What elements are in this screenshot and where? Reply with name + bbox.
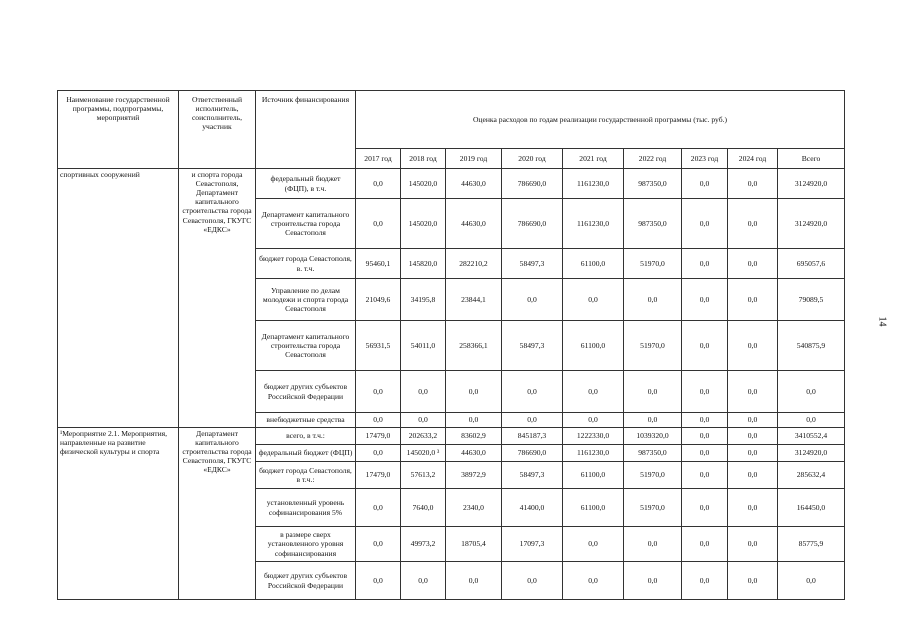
value-cell: 0,0 <box>682 249 728 279</box>
value-cell: 0,0 <box>502 371 563 413</box>
value-cell: 0,0 <box>682 169 728 199</box>
value-cell: 145020,0 <box>401 199 446 249</box>
total-cell: 3124920,0 <box>778 445 845 462</box>
total-cell: 0,0 <box>778 562 845 600</box>
value-cell: 54011,0 <box>401 321 446 371</box>
value-cell: 44630,0 <box>446 445 502 462</box>
value-cell: 0,0 <box>682 371 728 413</box>
value-cell: 0,0 <box>356 371 401 413</box>
value-cell: 21049,6 <box>356 279 401 321</box>
total-cell: 0,0 <box>778 413 845 428</box>
total-cell: 285632,4 <box>778 462 845 489</box>
value-cell: 51970,0 <box>624 462 682 489</box>
year-header: 2023 год <box>682 149 728 169</box>
page-number: 14 <box>876 316 888 327</box>
budget-table <box>57 90 845 600</box>
total-cell: 540875,9 <box>778 321 845 371</box>
year-header: 2020 год <box>502 149 563 169</box>
value-cell: 0,0 <box>682 562 728 600</box>
year-header: 2021 год <box>563 149 624 169</box>
source-cell: бюджет города Севастополя, в. т.ч. <box>256 249 356 279</box>
value-cell: 0,0 <box>401 413 446 428</box>
total-cell: 695057,6 <box>778 249 845 279</box>
value-cell: 0,0 <box>563 413 624 428</box>
value-cell: 0,0 <box>728 428 778 445</box>
value-cell: 17479,0 <box>356 428 401 445</box>
source-cell: установленный уровень софинансирования 5% <box>256 489 356 527</box>
value-cell: 0,0 <box>682 445 728 462</box>
value-cell: 58497,3 <box>502 321 563 371</box>
header-executor: Ответственный исполнитель, соисполнитель, участник <box>179 91 256 169</box>
value-cell: 0,0 <box>356 562 401 600</box>
value-cell: 0,0 <box>728 169 778 199</box>
value-cell: 23844,1 <box>446 279 502 321</box>
value-cell: 41400,0 <box>502 489 563 527</box>
year-header: 2017 год <box>356 149 401 169</box>
value-cell: 51970,0 <box>624 249 682 279</box>
source-cell: Департамент капитального строительства города Севастополя <box>256 321 356 371</box>
value-cell: 38972,9 <box>446 462 502 489</box>
value-cell: 0,0 <box>563 371 624 413</box>
table-row <box>58 169 845 199</box>
source-cell: внебюджетные средства <box>256 413 356 428</box>
value-cell: 17097,3 <box>502 527 563 562</box>
value-cell: 0,0 <box>502 279 563 321</box>
value-cell: 987350,0 <box>624 445 682 462</box>
year-header: 2018 год <box>401 149 446 169</box>
source-cell: федеральный бюджет (ФЦП), в т.ч. <box>256 169 356 199</box>
value-cell: 1161230,0 <box>563 445 624 462</box>
value-cell: 845187,3 <box>502 428 563 445</box>
source-cell: бюджет других субъектов Российской Федерации <box>256 562 356 600</box>
value-cell: 1161230,0 <box>563 169 624 199</box>
year-header: 2019 год <box>446 149 502 169</box>
value-cell: 0,0 <box>728 371 778 413</box>
value-cell: 0,0 <box>728 199 778 249</box>
value-cell: 0,0 <box>624 527 682 562</box>
value-cell: 0,0 <box>356 489 401 527</box>
value-cell: 145820,0 <box>401 249 446 279</box>
value-cell: 49973,2 <box>401 527 446 562</box>
value-cell: 0,0 <box>446 562 502 600</box>
header-name: Наименование государственной программы, подпрограммы, мероприятий <box>58 91 179 169</box>
executor-cell: Департамент капитального строительства города Севастополя, ГКУГС «ЕДКС» <box>179 428 256 600</box>
value-cell: 0,0 <box>624 279 682 321</box>
value-cell: 987350,0 <box>624 169 682 199</box>
value-cell: 0,0 <box>624 562 682 600</box>
executor-cell: и спорта города Севастополя, Департамент капитального строительства города Севастополя, ГКУГС «ЕДКС» <box>179 169 256 428</box>
value-cell: 34195,8 <box>401 279 446 321</box>
source-cell: Департамент капитального строительства города Севастополя <box>256 199 356 249</box>
value-cell: 58497,3 <box>502 462 563 489</box>
total-cell: 3124920,0 <box>778 169 845 199</box>
value-cell: 0,0 <box>728 249 778 279</box>
value-cell: 0,0 <box>563 279 624 321</box>
value-cell: 17479,0 <box>356 462 401 489</box>
value-cell: 0,0 <box>728 321 778 371</box>
total-cell: 85775,9 <box>778 527 845 562</box>
value-cell: 56931,5 <box>356 321 401 371</box>
value-cell: 0,0 <box>682 279 728 321</box>
source-cell: федеральный бюджет (ФЦП) <box>256 445 356 462</box>
value-cell: 61100,0 <box>563 249 624 279</box>
value-cell: 0,0 <box>682 428 728 445</box>
value-cell: 0,0 <box>728 562 778 600</box>
source-cell: бюджет других субъектов Российской Федерации <box>256 371 356 413</box>
value-cell: 2340,0 <box>446 489 502 527</box>
value-cell: 61100,0 <box>563 462 624 489</box>
value-cell: 0,0 <box>682 489 728 527</box>
value-cell: 0,0 <box>682 199 728 249</box>
value-cell: 202633,2 <box>401 428 446 445</box>
program-name-cell: ¹Мероприятие 2.1. Мероприятия, направленные на развитие физической культуры и спорта <box>58 428 179 600</box>
value-cell: 44630,0 <box>446 169 502 199</box>
value-cell: 0,0 <box>563 562 624 600</box>
value-cell: 0,0 <box>356 527 401 562</box>
value-cell: 0,0 <box>356 413 401 428</box>
value-cell: 0,0 <box>682 462 728 489</box>
value-cell: 987350,0 <box>624 199 682 249</box>
value-cell: 0,0 <box>728 462 778 489</box>
value-cell: 786690,0 <box>502 445 563 462</box>
value-cell: 7640,0 <box>401 489 446 527</box>
year-header: 2024 год <box>728 149 778 169</box>
year-header: 2022 год <box>624 149 682 169</box>
value-cell: 44630,0 <box>446 199 502 249</box>
value-cell: 58497,3 <box>502 249 563 279</box>
value-cell: 0,0 <box>728 413 778 428</box>
value-cell: 0,0 <box>356 169 401 199</box>
value-cell: 95460,1 <box>356 249 401 279</box>
value-cell: 0,0 <box>624 413 682 428</box>
value-cell: 0,0 <box>356 445 401 462</box>
value-cell: 145020,0 <box>401 169 446 199</box>
value-cell: 258366,1 <box>446 321 502 371</box>
value-cell: 145020,0 ³ <box>401 445 446 462</box>
value-cell: 0,0 <box>401 371 446 413</box>
value-cell: 282210,2 <box>446 249 502 279</box>
total-cell: 0,0 <box>778 371 845 413</box>
value-cell: 61100,0 <box>563 321 624 371</box>
total-header: Всего <box>778 149 845 169</box>
value-cell: 0,0 <box>502 413 563 428</box>
value-cell: 1222330,0 <box>563 428 624 445</box>
total-cell: 79089,5 <box>778 279 845 321</box>
value-cell: 0,0 <box>728 527 778 562</box>
value-cell: 0,0 <box>728 445 778 462</box>
value-cell: 83602,9 <box>446 428 502 445</box>
source-cell: всего, в т.ч.: <box>256 428 356 445</box>
value-cell: 0,0 <box>682 527 728 562</box>
value-cell: 0,0 <box>563 527 624 562</box>
value-cell: 0,0 <box>401 562 446 600</box>
value-cell: 0,0 <box>446 371 502 413</box>
value-cell: 0,0 <box>682 321 728 371</box>
value-cell: 1161230,0 <box>563 199 624 249</box>
total-cell: 3410552,4 <box>778 428 845 445</box>
value-cell: 51970,0 <box>624 489 682 527</box>
source-cell: Управление по делам молодежи и спорта города Севастополя <box>256 279 356 321</box>
total-cell: 164450,0 <box>778 489 845 527</box>
header-source: Источник финансирования <box>256 91 356 169</box>
table-row <box>58 428 845 445</box>
program-name-cell: спортивных сооружений <box>58 169 179 428</box>
value-cell: 1039320,0 <box>624 428 682 445</box>
value-cell: 61100,0 <box>563 489 624 527</box>
value-cell: 51970,0 <box>624 321 682 371</box>
source-cell: бюджет города Севастополя, в т.ч.: <box>256 462 356 489</box>
header-estimate: Оценка расходов по годам реализации государственной программы (тыс. руб.) <box>356 91 845 149</box>
total-cell: 3124920,0 <box>778 199 845 249</box>
value-cell: 57613,2 <box>401 462 446 489</box>
value-cell: 0,0 <box>502 562 563 600</box>
source-cell: в размере сверх установленного уровня софинансирования <box>256 527 356 562</box>
value-cell: 786690,0 <box>502 169 563 199</box>
value-cell: 18705,4 <box>446 527 502 562</box>
value-cell: 0,0 <box>728 279 778 321</box>
value-cell: 0,0 <box>682 413 728 428</box>
value-cell: 0,0 <box>624 371 682 413</box>
value-cell: 0,0 <box>728 489 778 527</box>
value-cell: 786690,0 <box>502 199 563 249</box>
value-cell: 0,0 <box>356 199 401 249</box>
value-cell: 0,0 <box>446 413 502 428</box>
